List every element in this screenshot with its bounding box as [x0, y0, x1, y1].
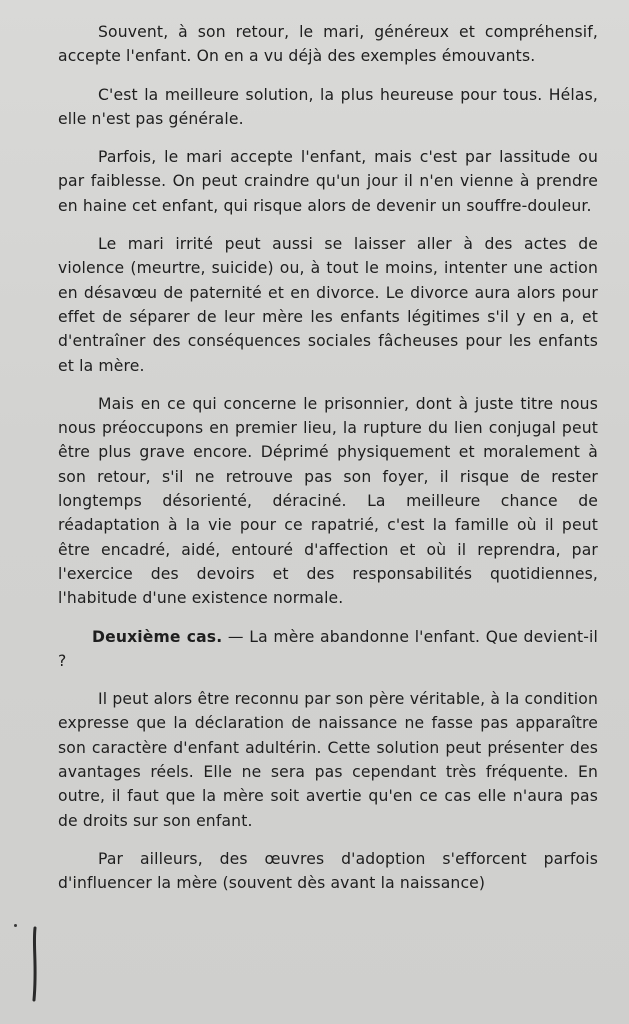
paragraph-recognition-by-father: Il peut alors être reconnu par son père véritable, à la condition expresse que la déclaration de naissance ne fasse pas apparaître son caractère d'enfant adultérin. Cette solution peut présenter des avantages réels. Elle ne sera pas cependant très fréquente. En outre, il faut que la mère soit avertie qu'en ce cas elle n'aura pas de droits sur son enfant.: [58, 690, 598, 830]
paragraph-husband-accepts: Souvent, à son retour, le mari, généreux et compréhensif, accepte l'enfant. On en a vu déjà des exemples émouvants.: [58, 23, 598, 66]
paragraph-second-case: [58, 625, 598, 674]
second-case-heading: Deuxième cas.: [92, 627, 223, 646]
second-case-text: — La mère abandonne l'enfant. Que devient-il ?: [58, 627, 598, 670]
page-text: [58, 20, 598, 910]
paragraph-violence-divorce: Le mari irrité peut aussi se laisser aller à des actes de violence (meurtre, suicide) ou, à tout le moins, intenter une action en désavœu de paternité et en divorce. Le divorce aura alors pour effet de séparer de leur mère les enfants légitimes s'il y en a, et d'entraîner des conséquences sociales fâcheuses pour les enfants et la mère.: [58, 235, 598, 375]
margin-dot: [14, 924, 17, 927]
paragraph-best-solution: C'est la meilleure solution, la plus heureuse pour tous. Hélas, elle n'est pas générale.: [58, 85, 598, 128]
margin-pencil-mark: [28, 926, 42, 1002]
paragraph-lassitude: Parfois, le mari accepte l'enfant, mais c'est par lassitude ou par faiblesse. On peut craindre qu'un jour il n'en vienne à prendre en haine cet enfant, qui risque alors de devenir un souffre-douleur.: [58, 148, 598, 215]
paragraph-adoption-works: Par ailleurs, des œuvres d'adoption s'efforcent parfois d'influencer la mère (souvent dès avant la naissance): [58, 849, 598, 893]
paragraph-prisoner: Mais en ce qui concerne le prisonnier, dont à juste titre nous nous préoccupons en premier lieu, la rupture du lien conjugal peut être plus grave encore. Déprimé physiquement et moralement à son retour, s'il ne retrouve pas son foyer, il risque de rester longtemps désorienté, déraciné. La meilleure chance de réadaptation à la vie pour ce rapatrié, c'est la famille où il peut être encadré, aidé, entouré d'affection et où il reprendra, par l'exercice des devoirs et des responsabilités quotidiennes, l'habitude d'une existence normale.: [58, 394, 598, 608]
